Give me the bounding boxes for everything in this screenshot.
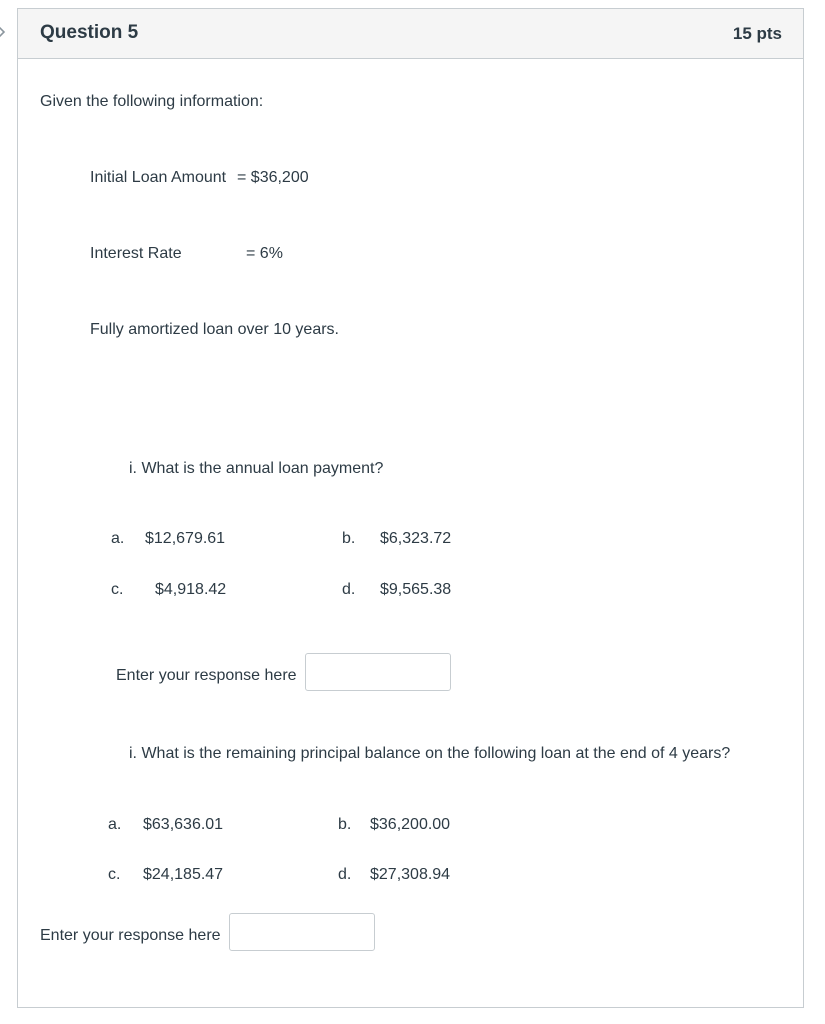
- part2-prompt: i. What is the remaining principal balance on the following loan at the end of 4 years?: [129, 745, 731, 762]
- part2-option-value: $27,308.94: [370, 866, 451, 883]
- part2-option-value: $36,200.00: [370, 816, 451, 833]
- part2-response-input[interactable]: [229, 913, 375, 951]
- part2-option-letter: a.: [108, 816, 122, 833]
- interest-rate-label: Interest Rate: [90, 245, 182, 262]
- part1-option-letter: b.: [342, 530, 356, 547]
- question-title: Question 5: [40, 22, 139, 43]
- part2-option-letter: b.: [338, 816, 352, 833]
- part2-option-value: $24,185.47: [143, 866, 224, 883]
- question-card: [17, 8, 804, 1008]
- part1-option-value: $6,323.72: [380, 530, 452, 547]
- part1-prompt: i. What is the annual loan payment?: [129, 460, 384, 477]
- part1-option-letter: d.: [342, 581, 356, 598]
- part2-option-letter: d.: [338, 866, 352, 883]
- part2-response-label: Enter your response here: [40, 927, 221, 944]
- part1-option-letter: a.: [111, 530, 125, 547]
- part1-option-value: $9,565.38: [380, 581, 452, 598]
- part2-option-value: $63,636.01: [143, 816, 224, 833]
- question-points: 15 pts: [732, 24, 782, 43]
- chevron-right-icon[interactable]: [0, 22, 8, 42]
- part1-response-input[interactable]: [305, 653, 451, 691]
- part2-option-letter: c.: [108, 866, 121, 883]
- part1-option-letter: c.: [111, 581, 124, 598]
- part1-response-label: Enter your response here: [116, 667, 297, 684]
- part1-option-value: $4,918.42: [155, 581, 227, 598]
- loan-amount-label: Initial Loan Amount: [90, 169, 227, 186]
- part1-option-value: $12,679.61: [145, 530, 226, 547]
- loan-amount-value: = $36,200: [237, 169, 309, 186]
- loan-term-text: Fully amortized loan over 10 years.: [90, 321, 339, 338]
- question-header: [18, 9, 803, 59]
- question-intro: Given the following information:: [40, 93, 264, 110]
- interest-rate-value: = 6%: [246, 245, 283, 262]
